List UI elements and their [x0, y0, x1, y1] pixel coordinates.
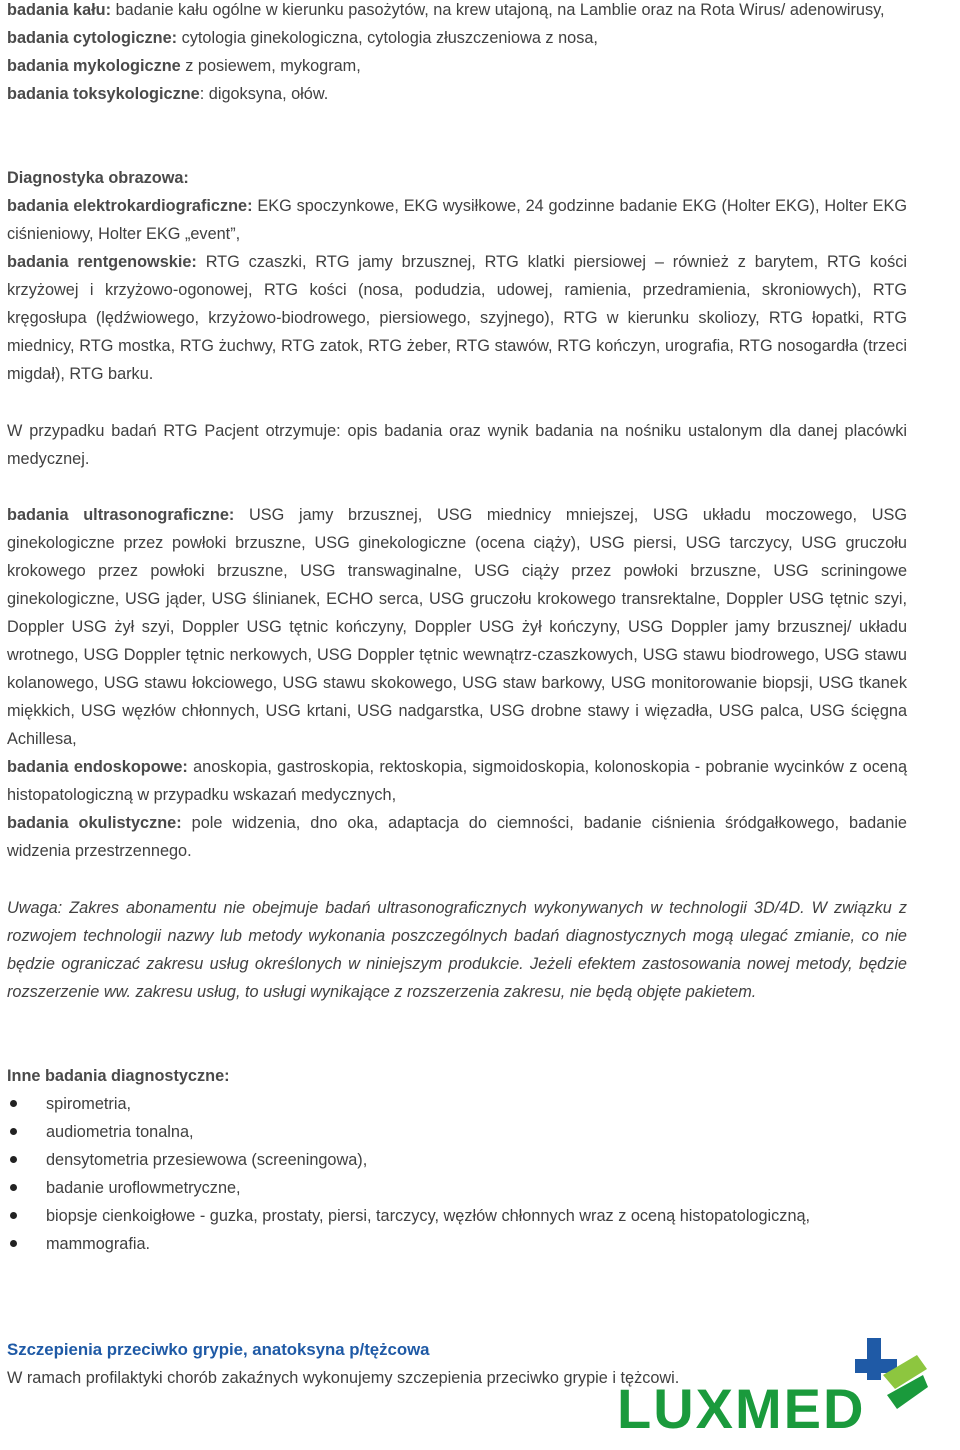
endo-text: anoskopia, gastroskopia, rektoskopia, sigmoidoskopia, kolonoskopia - pobranie wycinków z oceną histopatologiczną w przypadku wskazań medycznych,: [7, 758, 907, 804]
imaging-section: [7, 164, 907, 388]
list-item-text: spirometria,: [46, 1095, 132, 1113]
list-item-text: badanie uroflowmetryczne,: [46, 1179, 241, 1197]
lab-cytology-label: badania cytologiczne:: [7, 29, 178, 47]
luxmed-wordmark: LUXMED: [617, 1377, 866, 1435]
ekg-label: badania elektrokardiograficzne:: [7, 197, 253, 215]
oku-text: pole widzenia, dno oka, adaptacja do ciemności, badanie ciśnienia śródgałkowego, badanie widzenia przestrzennego.: [7, 814, 907, 860]
rtg-label: badania rentgenowskie:: [7, 253, 197, 271]
imaging-heading: Diagnostyka obrazowa:: [7, 169, 189, 187]
lab-tests: [7, 0, 907, 108]
vaccines-text: W ramach profilaktyki chorób zakaźnych wykonujemy szczepienia przeciwko grypie i tężcowi.: [7, 1369, 680, 1387]
lab-mycology-label: badania mykologiczne: [7, 57, 181, 75]
luxmed-cross-icon: [855, 1338, 928, 1409]
list-item: [7, 1146, 907, 1174]
other-heading: Inne badania diagnostyczne:: [7, 1067, 230, 1085]
list-item: [7, 1174, 907, 1202]
rtg-note: W przypadku badań RTG Pacjent otrzymuje: opis badania oraz wynik badania na nośniku ustalonym dla danej placówki medycznej.: [7, 422, 907, 468]
vaccines-title: Szczepienia przeciwko grypie, anatoksyna p/tężcowa: [7, 1340, 430, 1359]
list-item-text: densytometria przesiewowa (screeningowa),: [46, 1151, 368, 1169]
scope-note: Uwaga: Zakres abonamentu nie obejmuje badań ultrasonograficznych wykonywanych w technologii 3D/4D. W związku z rozwojem technologii nazwy lub metody wykonania poszczególnych badań diagnostycznych mogą ulegać zmianie, co nie będzie ograniczać zakresu usług określonych w niniejszym produkcie. Jeżeli efektem zastosowania nowej metody, będzie rozszerzenie ww. zakresu usług, to usługi wynikające z rozszerzenia zakresu, nie będą objęte pakietem.: [7, 899, 907, 1001]
imaging-more: [7, 501, 907, 865]
list-item: [7, 1090, 907, 1118]
lab-cytology: [7, 24, 907, 52]
imaging-rtg: [7, 248, 907, 388]
lab-mycology: [7, 52, 907, 80]
bullet-icon: [10, 1128, 17, 1135]
list-item-text: mammografia.: [46, 1235, 151, 1253]
list-item-text: biopsje cienkoigłowe - guzka, prostaty, piersi, tarczycy, węzłów chłonnych wraz z oceną histopatologiczną,: [46, 1207, 811, 1225]
other-list: [7, 1090, 907, 1258]
lab-toxicology-text: : digoksyna, ołów.: [199, 85, 329, 103]
list-item: [7, 1118, 907, 1146]
lab-toxicology-label: badania toksykologiczne: [7, 85, 200, 103]
lab-stool-text: badanie kału ogólne w kierunku pasożytów, na krew utajoną, na Lamblie oraz na Rota Wirus/ adenowirusy,: [111, 1, 885, 19]
bullet-icon: [10, 1156, 17, 1163]
bullet-icon: [10, 1212, 17, 1219]
imaging-endo: [7, 753, 907, 809]
luxmed-logo: [617, 1335, 929, 1435]
bullet-icon: [10, 1240, 17, 1247]
list-item-text: audiometria tonalna,: [46, 1123, 194, 1141]
list-item: [7, 1230, 907, 1258]
other-diagnostics: [7, 1062, 907, 1258]
lab-mycology-text: z posiewem, mykogram,: [180, 57, 361, 75]
imaging-oku: [7, 809, 907, 865]
imaging-usg: [7, 501, 907, 753]
usg-label: badania ultrasonograficzne:: [7, 506, 235, 524]
oku-label: badania okulistyczne:: [7, 814, 182, 832]
list-item: [7, 1202, 907, 1230]
bullet-icon: [10, 1100, 17, 1107]
usg-text: USG jamy brzusznej, USG miednicy mniejszej, USG układu moczowego, USG ginekologiczne przez powłoki brzuszne, USG ginekologiczne (ocena ciąży), USG piersi, USG tarczycy, USG gruczołu krokowego przez powłoki brzuszne, USG transwaginalne, USG ciąży przez powłoki brzuszne, USG scriningowe ginekologiczne, USG jąder, USG ślinianek, ECHO serca, USG gruczołu krokowego transrektalne, Doppler USG tętnic szyi, Doppler USG żył szyi, Doppler USG tętnic kończyny, Doppler USG żył kończyny, USG Doppler jamy brzusznej/ układu wrotnego, USG Doppler tętnic nerkowych, USG Doppler tętnic wewnątrz-czaszkowych, USG stawu biodrowego, USG stawu kolanowego, USG stawu łokciowego, USG stawu skokowego, USG staw barkowy, USG monitorowanie biopsji, USG tkanek miękkich, USG węzłów chłonnych, USG krtani, USG nadgarstka, USG drobne stawy i więzadła, USG palca, USG ścięgna Achillesa,: [7, 506, 907, 748]
lab-cytology-text: cytologia ginekologiczna, cytologia złuszczeniowa z nosa,: [177, 29, 598, 47]
rtg-text: RTG czaszki, RTG jamy brzusznej, RTG klatki piersiowej – również z barytem, RTG kości krzyżowej i krzyżowo-ogonowej, RTG kości (nosa, podudzia, udowej, ramienia, przedramienia, skroniowych), RTG kręgosłupa (lędźwiowego, krzyżowo-biodrowego, piersiowego, szyjnego), RTG w kierunku skoliozy, RTG łopatki, RTG miednicy, RTG mostka, RTG żuchwy, RTG zatok, RTG żeber, RTG stawów, RTG kończyn, urografia, RTG nosogardła (trzeci migdał), RTG barku.: [7, 253, 907, 383]
lab-stool: [7, 0, 907, 24]
lab-toxicology: [7, 80, 907, 108]
bullet-icon: [10, 1184, 17, 1191]
luxmed-logo-graphic: [617, 1335, 929, 1435]
endo-label: badania endoskopowe:: [7, 758, 188, 776]
imaging-ekg: [7, 192, 907, 248]
lab-stool-label: badania kału:: [7, 1, 112, 19]
ekg-text: EKG spoczynkowe, EKG wysiłkowe, 24 godzinne badanie EKG (Holter EKG), Holter EKG ciśnieniowy, Holter EKG „event”,: [7, 197, 907, 243]
